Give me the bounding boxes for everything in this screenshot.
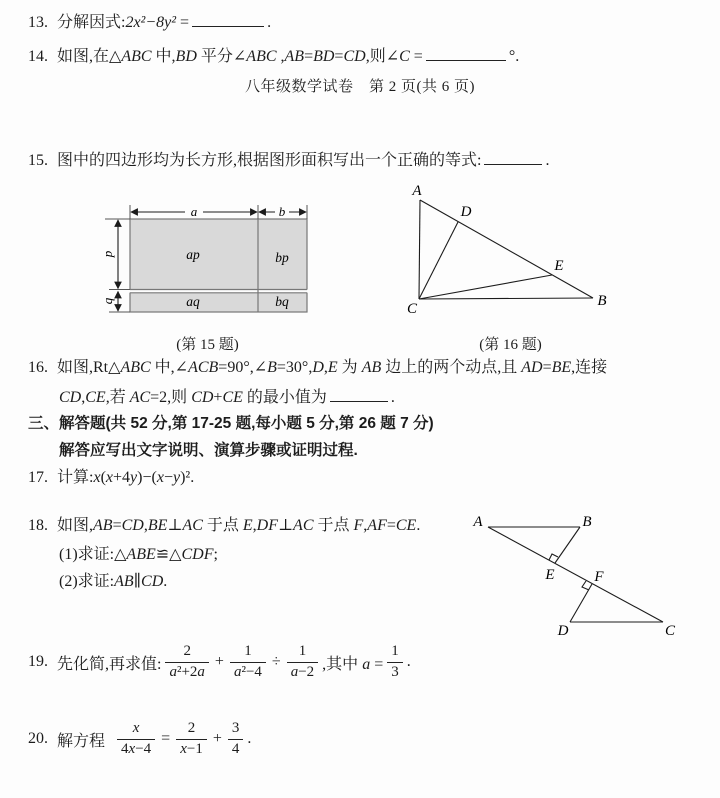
side-AC (419, 200, 420, 299)
point-label-C: C (664, 623, 676, 639)
side-CB (419, 298, 593, 299)
point-label-F: F (594, 569, 604, 585)
fraction-denominator: 4x−4 (117, 739, 155, 758)
fraction-1 (165, 643, 208, 681)
cell-label-ap: ap (186, 247, 200, 262)
dim-label-b: b (278, 204, 286, 219)
point-label-B: B (582, 514, 592, 530)
answer-blank-13 (192, 12, 264, 27)
figure-15 (95, 192, 320, 354)
dim-label-p: p (100, 250, 115, 258)
fraction-3 (228, 720, 244, 758)
page-footer: 八年级数学试卷 第 2 页(共 6 页) (245, 79, 475, 95)
problem-19-text: 先化简,再求值: (57, 655, 162, 673)
dim-label-q: q (100, 297, 115, 305)
fraction-4 (387, 643, 403, 681)
fraction-numerator: 3 (231, 720, 240, 737)
segment-CE (419, 275, 552, 299)
equals-operator: = (161, 730, 171, 747)
fraction-numerator: 1 (391, 643, 399, 660)
fraction-1 (117, 720, 155, 758)
problem-16-number: 16. (28, 359, 48, 376)
problem-18-part1: (1)求证:△ ABE ≌△ CDF ; (59, 546, 218, 563)
problem-14-text: 如图,在△ABC 中,BD 平分∠ABC ,AB=BD=CD,则∠C = (57, 48, 423, 65)
problem-15 (28, 147, 549, 170)
point-label-A: A (473, 514, 483, 530)
problem-18 (28, 512, 420, 535)
problem-15-suffix: . (545, 152, 550, 169)
triangle-diagram-18 (462, 503, 717, 643)
fraction-numerator: 2 (183, 643, 191, 660)
segment-AC (488, 527, 663, 622)
segment-CD (419, 222, 458, 299)
problem-19-suffix: . (406, 653, 411, 670)
problem-18-text: 如图,AB=CD,BE⊥AC 于点 E,DF⊥AC 于点 F,AF=CE. (57, 517, 421, 534)
problem-15-text: 图中的四边形均为长方形,根据图形面积写出一个正确的等式: (57, 152, 482, 169)
fraction-2 (230, 643, 266, 681)
point-label-D: D (557, 623, 569, 639)
problem-20-number: 20. (28, 730, 48, 747)
point-label-E: E (545, 567, 555, 583)
problem-19-number: 19. (28, 653, 48, 670)
point-label-B: B (597, 293, 607, 309)
fraction-numerator: 2 (187, 720, 196, 737)
problem-18-number: 18. (28, 517, 48, 534)
right-angle-mark-F (582, 581, 589, 590)
figure-15-caption: (第 15 题) (176, 337, 239, 353)
fraction-denominator: x−1 (176, 739, 207, 758)
problem-16-text-line1: 如图,Rt△ABC 中,∠ACB=90°,∠B=30°,D,E 为 AB 边上的两个动点,且 AD=BE,连接 (57, 359, 608, 376)
fraction-denominator: a²+2a (165, 662, 208, 681)
problem-16-line2 (59, 384, 395, 407)
problem-19-condition: ,其中 a = (322, 655, 384, 673)
fraction-denominator: a−2 (287, 662, 318, 681)
fraction-denominator: 3 (387, 662, 403, 681)
fraction-denominator: 4 (228, 739, 244, 758)
problem-17-text: 计算:x(x+4y)−(x−y)². (57, 469, 195, 486)
fraction-numerator: x (132, 720, 140, 737)
problem-18-part2: (2)求证: AB ∥ CD . (59, 573, 168, 590)
dim-label-a: a (190, 204, 198, 219)
problem-14 (28, 43, 519, 66)
answer-blank-14 (426, 46, 506, 61)
plus-operator: + (212, 730, 222, 747)
cell-label-aq: aq (186, 294, 200, 309)
figure-16 (393, 183, 628, 354)
point-label-D: D (460, 204, 472, 220)
problem-19 (28, 633, 411, 691)
point-label-E: E (554, 258, 564, 274)
answer-blank-15 (484, 150, 542, 165)
section-3-subheading: 解答应写出文字说明、演算步骤或证明过程. (59, 442, 358, 459)
figure-18 (462, 503, 717, 648)
problem-20 (28, 710, 251, 768)
problem-13 (28, 9, 271, 32)
right-angle-mark-E (549, 554, 558, 560)
problem-16-suffix: . (390, 389, 395, 406)
problem-13-text: 分解因式:2x²−8y² = (57, 14, 190, 31)
fraction-numerator: 1 (298, 643, 307, 660)
problem-16-line1 (28, 354, 607, 377)
point-label-C: C (406, 301, 418, 317)
problem-13-suffix: . (267, 14, 272, 31)
problem-20-suffix: . (247, 730, 252, 747)
problem-14-suffix: °. (508, 48, 520, 65)
problem-14-number: 14. (28, 48, 48, 65)
cell-label-bq: bq (275, 294, 289, 309)
fraction-2 (176, 720, 207, 758)
divide-operator: ÷ (271, 653, 281, 670)
fraction-3 (287, 643, 318, 681)
fraction-numerator: 1 (244, 643, 252, 660)
rectangle-area-diagram (95, 192, 320, 325)
plus-operator: + (214, 653, 224, 670)
figure-16-caption: (第 16 题) (479, 337, 542, 353)
answer-blank-16 (330, 387, 388, 402)
cell-label-bp: bp (275, 250, 289, 265)
problem-17 (28, 464, 194, 487)
problem-13-number: 13. (28, 14, 48, 31)
problem-16-text-line2: CD,CE,若 AC=2,则 CD+CE 的最小值为 (59, 389, 327, 406)
segment-BE (555, 527, 580, 563)
problem-20-text: 解方程 (57, 732, 106, 750)
problem-15-number: 15. (28, 152, 48, 169)
triangle-diagram-16 (393, 183, 628, 323)
fraction-denominator: a²−4 (230, 662, 266, 681)
problem-17-number: 17. (28, 469, 48, 486)
section-3-heading: 三、解答题(共 52 分,第 17-25 题,每小题 5 分,第 26 题 7 分) (28, 415, 434, 432)
point-label-A: A (412, 183, 422, 199)
